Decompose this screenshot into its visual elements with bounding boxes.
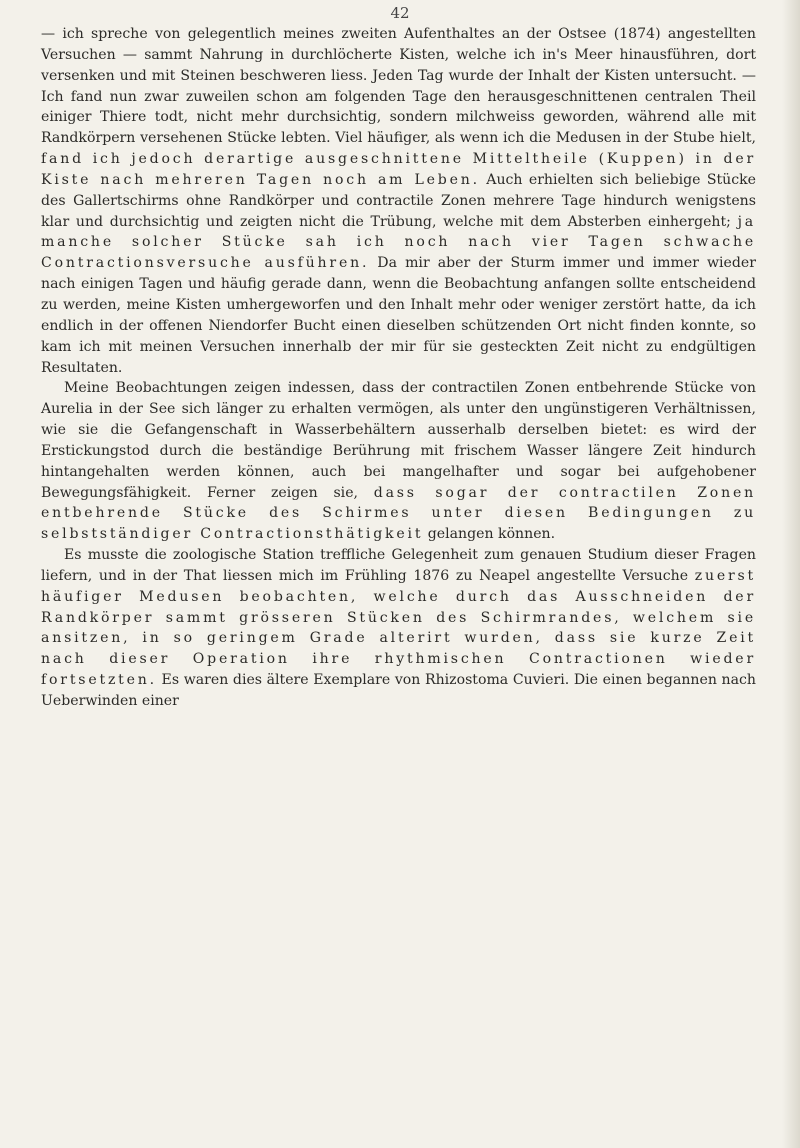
text-run: Meine Beobachtungen zeigen indessen, dass der contractilen Zonen entbehrende Stücke von Aurelia in der See sich länger zu erhalten vermögen, als unter den ungünstigeren Verhältnissen, wie sie die Gefangenschaft in Wasserbehältern ausserhalb derselben bietet: es wird der Erstickungstod durch die beständige Berührung mit frischem Wasser längere Zeit hindurch hintangehalten werden können, auch bei mangelhafter und sogar bei aufgehobener Bewegungsfähigkeit. Ferner zeigen sie, [41,380,756,501]
page-edge-shadow [782,0,800,1148]
paragraph [41,378,756,545]
text-run: Auch erhielten sich beliebige Stücke des Gallertschirms ohne Randkörper und contractile Zonen mehrere Tage hindurch wenigstens klar und durchsichtig und zeigten nicht die Trübung, welche mit dem Absterben einhergeht; [41,171,756,230]
emphasized-text: ja manche solcher Stücke sah ich noch nach vier Tagen schwache Contractionsversuche ausführen. [41,213,756,272]
emphasized-text: fand ich jedoch derartige ausgeschnittene Mitteltheile (Kuppen) in der Kiste nach mehreren Tagen noch am Leben. [41,151,756,188]
emphasized-text: zuerst häufiger Medusen beobachten, welche durch das Ausschneiden der Randkörper sammt grösseren Stücken des Schirmrandes, welchem sie ansitzen, in so geringem Grade alterirt wurden, dass sie kurze Zeit nach dieser Operation ihre rhythmischen Contractionen wieder fortsetzten. [41,567,756,689]
body-text [41,24,756,712]
text-run: gelangen können. [427,526,556,543]
text-run: — ich spreche von gelegentlich meines zweiten Aufenthaltes an der Ostsee (1874) angestellten Versuchen — sammt Nahrung in durchlöcherte Kisten, welche ich in's Meer hinausführen, dort versenken und mit Steinen beschweren liess. Jeden Tag wurde der Inhalt der Kisten untersucht. — Ich fand nun zwar zuweilen schon am folgenden Tage den herausgeschnittenen centralen Theil einiger Thiere todt, nicht mehr durchsichtig, sondern milchweiss geworden, während alle mit Randkörpern versehenen Stücke lebten. Viel häufiger, als wenn ich die Medusen in der Stube hielt, [41,26,756,147]
paragraph [41,24,756,378]
text-run: Es musste die zoologische Station treffliche Gelegenheit zum genauen Studium dieser Fragen liefern, und in der That liessen mich im Frühling 1876 zu Neapel angestellte Versuche [41,547,756,584]
text-run: Da mir aber der Sturm immer und immer wieder nach einigen Tagen und häufig gerade dann, wenn die Beobachtung anfangen sollte entscheidend zu werden, meine Kisten umhergeworfen und den Inhalt mehr oder weniger zerstört hatte, da ich endlich in der offenen Niendorfer Bucht einen dieselben schützenden Ort nicht finden konnte, so kam ich mit meinen Versuchen innerhalb der mir für sie gesteckten Zeit nicht zu endgültigen Resultaten. [41,255,756,376]
paragraph [41,545,756,712]
text-run: Es waren dies ältere Exemplare von Rhizostoma Cuvieri. Die einen begannen nach Ueberwinden einer [41,672,756,709]
page-number: 42 [390,4,410,22]
emphasized-text: dass sogar der contractilen Zonen entbehrende Stücke des Schirmes unter diesen Bedingungen zu selbstständiger Contractionsthätigkeit [41,484,756,543]
